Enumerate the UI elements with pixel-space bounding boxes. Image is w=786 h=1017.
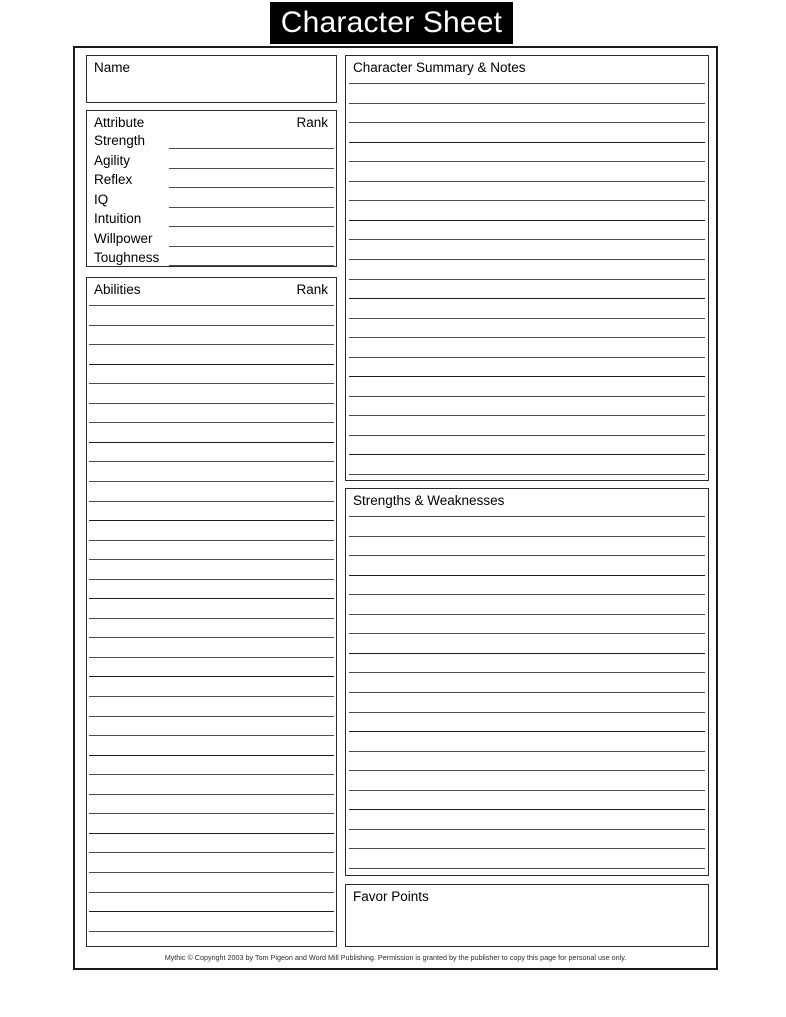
ability-write-line[interactable] [89,540,334,541]
strengths-write-line[interactable] [349,555,705,556]
summary-write-line[interactable] [349,200,705,201]
summary-write-line[interactable] [349,279,705,280]
ability-write-line[interactable] [89,559,334,560]
summary-write-line[interactable] [349,161,705,162]
summary-write-line[interactable] [349,298,705,299]
summary-write-line[interactable] [349,259,705,260]
page-title: Character Sheet [270,2,513,44]
attribute-name-label: Reflex [94,172,133,187]
ability-write-line[interactable] [89,637,334,638]
ability-write-line[interactable] [89,852,334,853]
strengths-write-line[interactable] [349,614,705,615]
attribute-row [87,170,336,189]
summary-write-line[interactable] [349,376,705,377]
attribute-rank-line[interactable] [169,246,334,247]
strengths-write-line[interactable] [349,575,705,576]
summary-write-line[interactable] [349,181,705,182]
attribute-rank-line[interactable] [169,265,334,266]
summary-write-line[interactable] [349,239,705,240]
ability-write-line[interactable] [89,364,334,365]
favor-points-box[interactable] [345,884,709,947]
ability-write-line[interactable] [89,931,334,932]
ability-write-line[interactable] [89,892,334,893]
summary-write-line[interactable] [349,83,705,84]
ability-write-line[interactable] [89,911,334,912]
ability-write-line[interactable] [89,794,334,795]
attribute-rank-line[interactable] [169,148,334,149]
ability-write-line[interactable] [89,383,334,384]
ability-write-line[interactable] [89,872,334,873]
ability-write-line[interactable] [89,618,334,619]
summary-write-line[interactable] [349,337,705,338]
ability-write-line[interactable] [89,735,334,736]
ability-write-line[interactable] [89,422,334,423]
strengths-weaknesses-box [345,488,709,876]
summary-write-line[interactable] [349,122,705,123]
ability-write-line[interactable] [89,481,334,482]
character-summary-box [345,55,709,481]
summary-write-line[interactable] [349,220,705,221]
attribute-name-label: Toughness [94,250,160,265]
attribute-rank-line[interactable] [169,187,334,188]
ability-write-line[interactable] [89,579,334,580]
strengths-write-line[interactable] [349,516,705,517]
strengths-write-line[interactable] [349,594,705,595]
attribute-header-label: Attribute [94,115,145,130]
ability-write-line[interactable] [89,696,334,697]
attribute-rank-line[interactable] [169,168,334,169]
attribute-name-label: Strength [94,133,146,148]
strengths-write-line[interactable] [349,770,705,771]
summary-write-line[interactable] [349,103,705,104]
ability-write-line[interactable] [89,755,334,756]
ability-write-line[interactable] [89,442,334,443]
name-label: Name [94,60,131,75]
attribute-box [86,110,337,267]
attribute-row [87,151,336,170]
strengths-write-line[interactable] [349,751,705,752]
attribute-row [87,190,336,209]
ability-write-line[interactable] [89,501,334,502]
attribute-name-label: Intuition [94,211,142,226]
attribute-rank-line[interactable] [169,226,334,227]
strengths-write-line[interactable] [349,692,705,693]
attribute-row [87,229,336,248]
name-box[interactable] [86,55,337,103]
attribute-row [87,209,336,228]
ability-write-line[interactable] [89,305,334,306]
attribute-rank-header-label: Rank [296,115,328,130]
summary-write-line[interactable] [349,415,705,416]
abilities-rank-header-label: Rank [296,282,328,297]
attribute-name-label: IQ [94,191,109,207]
ability-write-line[interactable] [89,325,334,326]
favor-points-label: Favor Points [353,889,429,904]
summary-write-line[interactable] [349,454,705,455]
attribute-name-label: Agility [94,152,131,168]
strengths-write-line[interactable] [349,653,705,654]
summary-write-line[interactable] [349,318,705,319]
ability-write-line[interactable] [89,716,334,717]
strengths-write-line[interactable] [349,536,705,537]
strengths-weaknesses-label: Strengths & Weaknesses [353,493,505,508]
ability-write-line[interactable] [89,774,334,775]
character-summary-label: Character Summary & Notes [353,60,526,75]
summary-write-line[interactable] [349,435,705,436]
copyright-footer: Mythic © Copyright 2003 by Tom Pigeon and Word Mill Publishing. Permission is granted by the publisher to copy this page for personal use only. [164,953,627,962]
ability-write-line[interactable] [89,344,334,345]
ability-write-line[interactable] [89,657,334,658]
summary-write-line[interactable] [349,142,705,143]
ability-write-line[interactable] [89,403,334,404]
attribute-row [87,131,336,150]
ability-write-line[interactable] [89,676,334,677]
strengths-write-line[interactable] [349,672,705,673]
ability-write-line[interactable] [89,461,334,462]
ability-write-line[interactable] [89,598,334,599]
abilities-box [86,277,337,947]
attribute-rank-line[interactable] [169,207,334,208]
summary-write-line[interactable] [349,474,705,475]
strengths-write-line[interactable] [349,848,705,849]
ability-write-line[interactable] [89,833,334,834]
strengths-write-line[interactable] [349,868,705,869]
summary-write-line[interactable] [349,357,705,358]
attribute-row [87,248,336,267]
strengths-write-line[interactable] [349,809,705,810]
strengths-write-line[interactable] [349,712,705,713]
ability-write-line[interactable] [89,520,334,521]
strengths-write-line[interactable] [349,829,705,830]
summary-write-line[interactable] [349,396,705,397]
strengths-write-line[interactable] [349,633,705,634]
ability-write-line[interactable] [89,813,334,814]
strengths-write-line[interactable] [349,790,705,791]
abilities-header-label: Abilities [94,282,141,297]
attribute-name-label: Willpower [94,230,153,246]
strengths-write-line[interactable] [349,731,705,732]
